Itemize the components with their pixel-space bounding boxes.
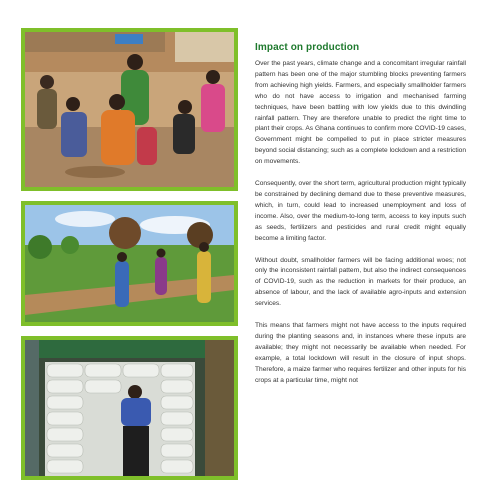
photo-fertilizer-truck-illustration <box>25 340 234 476</box>
paragraph-climate-change: Over the past years, climate change and a concomitant irregular rainfall pattern has been one of the major stumbling blocks preventing farmers from achieving high yields. Farmers, and especially smallholder farmers who do not have access to irrigation and mechanised farming techniques, have been battling with low yields due to this dwindling rainfall pattern. They are therefore unable to predict the right time to plant their crops. As Ghana continues to confirm more COVID-19 cases, Government might be compelled to put in place stricter measures beyond social distancing; such as a complete lockdown and a restriction on movements. <box>255 60 466 166</box>
photo-fertilizer-truck <box>25 340 234 476</box>
photo-farm-path <box>25 205 234 322</box>
paragraph-agricultural-production: Consequently, over the short term, agricultural production might typically be constrained by declining demand due to these preventive measures, which, in turn, could lead to increased unemployment and loss of income. Also, over the medium-to-long term, access to key inputs such as seeds, fertilizers and pesticides and rural credit might equally become a limiting factor. <box>255 180 466 242</box>
article-text-column <box>255 42 466 397</box>
photo-farm-path-illustration <box>25 205 234 322</box>
paragraph-smallholder-woes: Without doubt, smallholder farmers will be facing additional woes; not only the inconsistent rainfall pattern, but also the indirect consequences of COVID-19, such as the reduction in markets for their produce, an absence of labour, and the lack of available agro-inputs and extension services. <box>255 256 466 308</box>
photo-frame-farm-path <box>21 201 238 326</box>
section-heading: Impact on production <box>255 42 360 53</box>
paragraph-input-access: This means that farmers might not have access to the inputs required during the planting seasons and, in instances where these inputs are available; they might not necessarily be available when needed. For example, a total lockdown will result in the closure of input shops. Therefore, a maize farmer who requires fertilizer and other inputs for his crops at a particular time, might not <box>255 322 466 384</box>
photo-frame-villagers <box>21 28 238 191</box>
photo-frame-fertilizer-truck <box>21 336 238 480</box>
photo-villagers-illustration <box>25 32 234 187</box>
photo-villagers <box>25 32 234 187</box>
